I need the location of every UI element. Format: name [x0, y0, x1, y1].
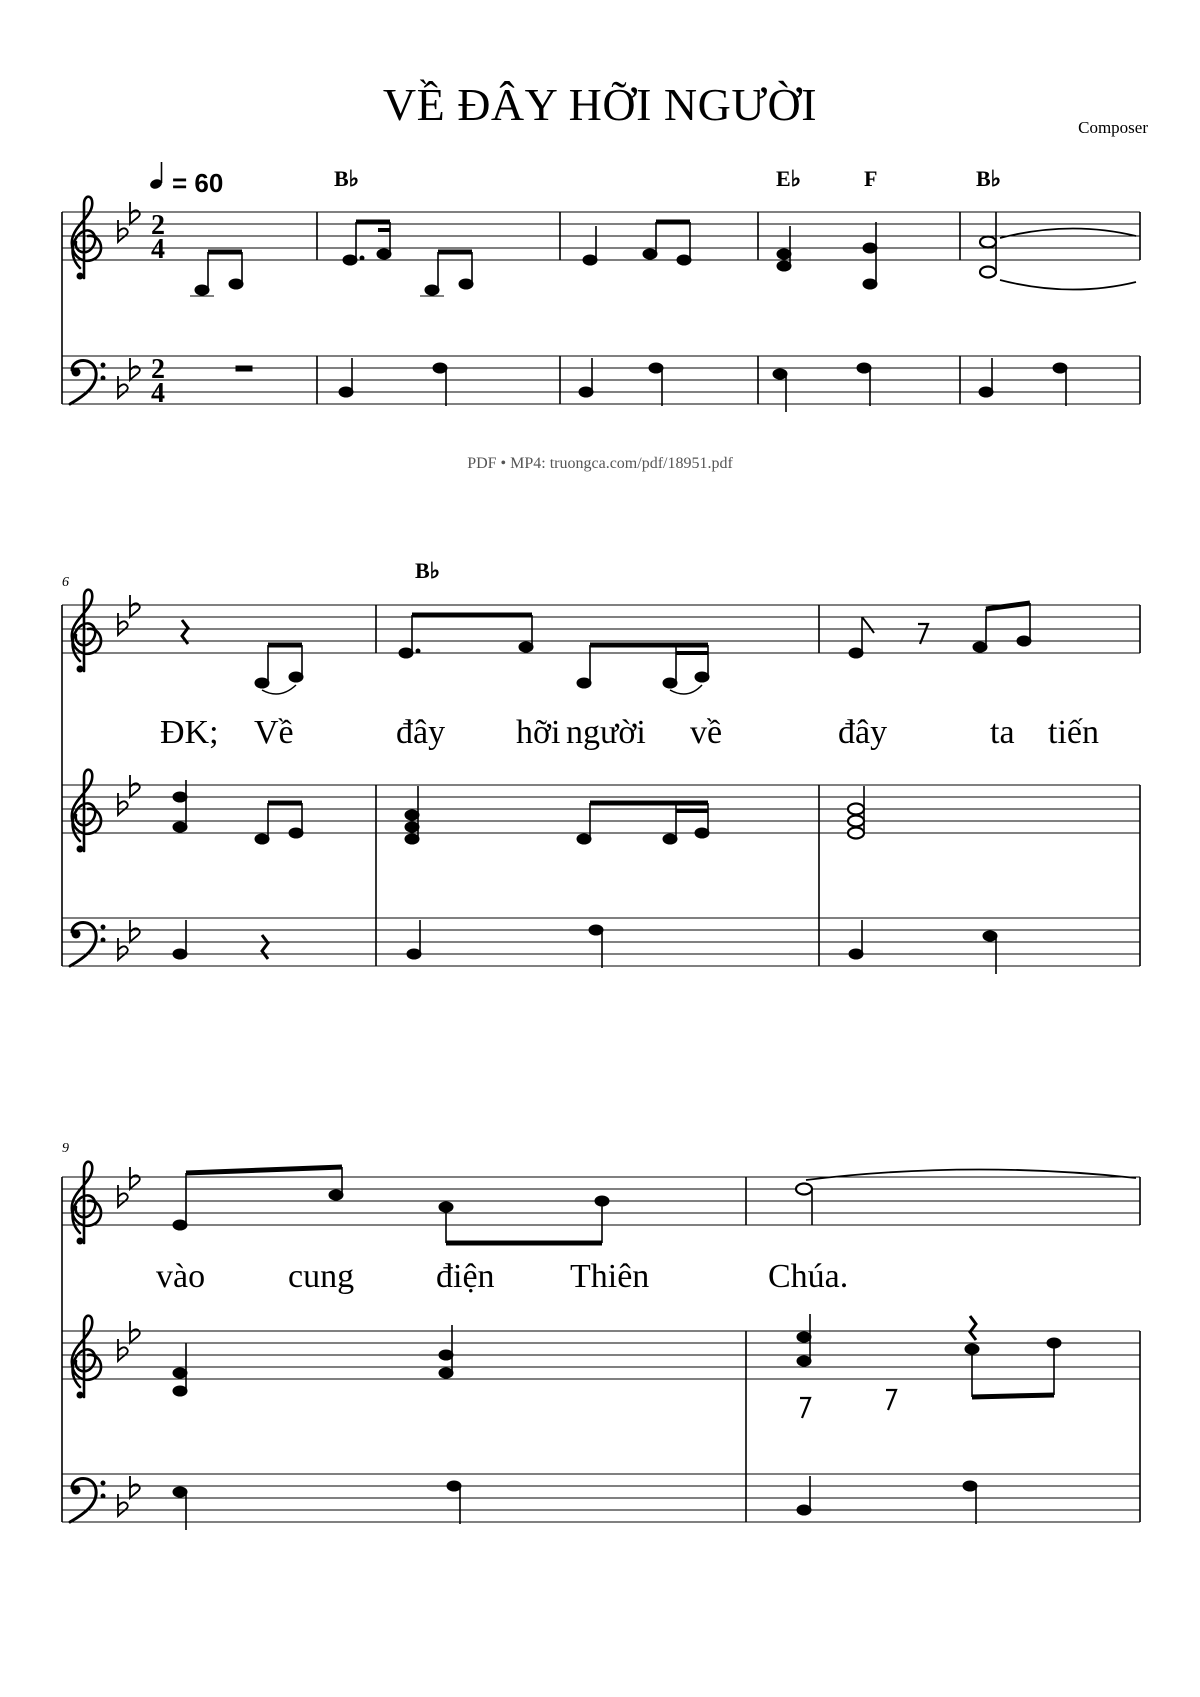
- treble-clef-icon: [72, 1162, 101, 1245]
- lyric-syllable: Về: [254, 714, 294, 751]
- bass-staff-1: [62, 356, 1140, 404]
- measure-number: 6: [62, 575, 69, 590]
- composer-credit: Composer: [1078, 118, 1148, 137]
- song-title: VỀ ĐÂY HỠI NGƯỜI: [382, 79, 818, 130]
- chord-symbol: F: [864, 166, 878, 191]
- lyric-syllable: cung: [288, 1258, 355, 1295]
- treble-clef-icon: [72, 770, 101, 853]
- piano-bass-staff-3: [62, 1474, 1140, 1522]
- chord-symbol: B♭: [334, 166, 360, 191]
- svg-text:2: 2: [151, 210, 165, 241]
- lyric-syllable: đây: [396, 714, 446, 751]
- time-signature: [151, 210, 165, 409]
- svg-text:4: 4: [151, 234, 165, 265]
- melody-notes-1: [190, 212, 1136, 296]
- footer-link[interactable]: PDF • MP4: truongca.com/pdf/18951.pdf: [467, 455, 733, 472]
- bass-clef-icon: [70, 361, 106, 405]
- piano-bass-staff-2: [62, 918, 1140, 966]
- bass-clef-icon: [70, 923, 106, 967]
- barlines-1: [62, 212, 1140, 404]
- lyric-syllable: người: [566, 714, 646, 751]
- bass-clef-icon: [70, 1479, 106, 1523]
- chord-symbol: B♭: [415, 558, 441, 583]
- svg-text:2: 2: [151, 354, 165, 385]
- chord-symbol: E♭: [776, 166, 802, 191]
- lyric-syllable: Thiên: [570, 1258, 650, 1295]
- piano-right-notes-2: [173, 780, 864, 844]
- lyric-syllable: Chúa.: [768, 1258, 849, 1295]
- piano-right-notes-3: [173, 1314, 1061, 1418]
- lyric-syllable: đây: [838, 714, 888, 751]
- tempo-marking: [149, 162, 224, 198]
- treble-clef-icon: [72, 590, 101, 673]
- chord-symbol: B♭: [976, 166, 1002, 191]
- lyrics-3: [156, 1258, 848, 1295]
- lyric-syllable: về: [690, 714, 723, 751]
- lyric-syllable: vào: [156, 1258, 206, 1295]
- melody-notes-3: [173, 1167, 1136, 1243]
- lyric-syllable: hỡi: [516, 714, 561, 751]
- piano-treble-staff-3: [62, 1331, 1140, 1379]
- lyrics-2: [160, 714, 1099, 751]
- lyric-syllable: tiến: [1048, 714, 1099, 751]
- piano-treble-staff-2: [62, 785, 1140, 833]
- lyric-syllable: ĐK;: [160, 714, 219, 751]
- measure-number: 9: [62, 1141, 69, 1156]
- lyric-syllable: ta: [990, 714, 1015, 751]
- system-3: [62, 1141, 1140, 1530]
- tempo-text: = 60: [172, 168, 224, 198]
- system-2: [62, 558, 1140, 974]
- treble-clef-icon: [72, 1316, 101, 1399]
- treble-clef-icon: [72, 197, 101, 280]
- lyric-syllable: điện: [436, 1258, 495, 1295]
- system-1: [62, 162, 1140, 412]
- svg-text:4: 4: [151, 378, 165, 409]
